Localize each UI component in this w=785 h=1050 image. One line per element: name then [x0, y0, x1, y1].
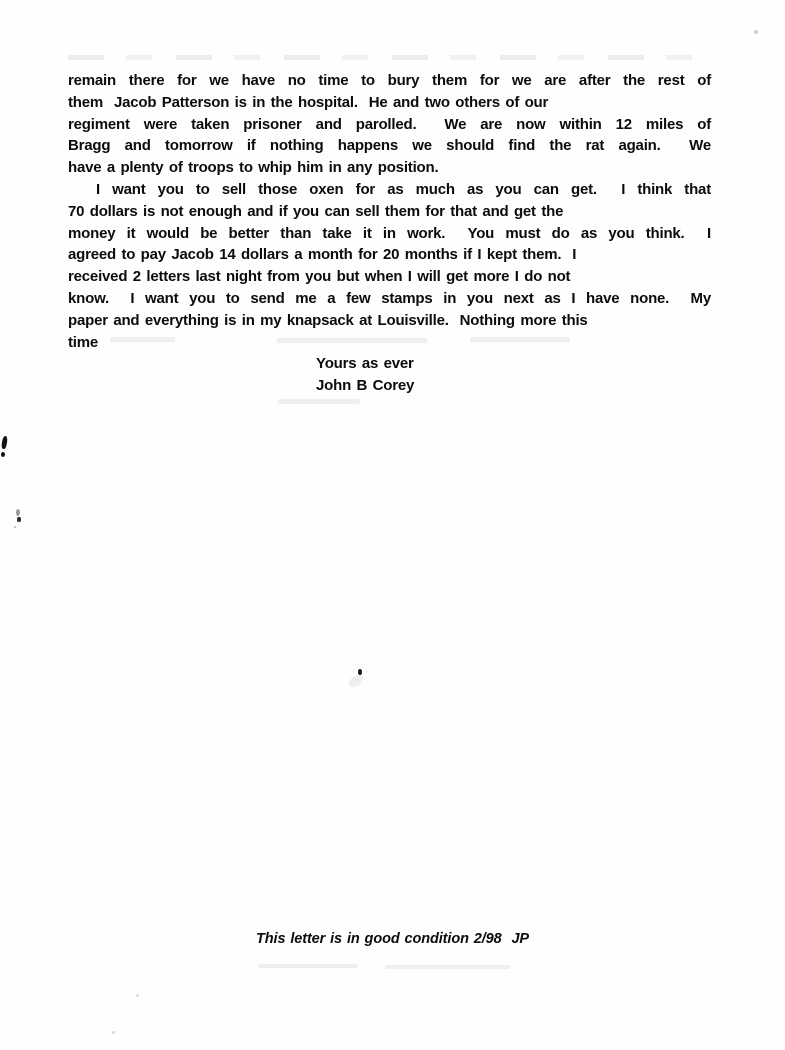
letter-line: money it would be better than take it in work. You must do as you think. I: [68, 224, 711, 242]
bottom-speck: [136, 994, 139, 997]
scan-smudge: [385, 965, 510, 969]
letter-line: received 2 letters last night from you but when I will get more I do not: [68, 268, 571, 286]
margin-speck: [14, 526, 16, 528]
archivist-note: This letter is in good condition 2/98 JP: [256, 931, 529, 947]
page-center-speck: [347, 672, 366, 689]
scan-ghost-line-artifact: [68, 55, 711, 60]
letter-line: paper and everything is in my knapsack at Louisville. Nothing more this: [68, 311, 588, 329]
corner-speck: [754, 30, 758, 34]
closing-line: Yours as ever: [316, 355, 414, 372]
scan-smudge: [258, 964, 358, 968]
letter-line: them Jacob Patterson is in the hospital. He and two others of our: [68, 93, 549, 111]
letter-line: regiment were taken prisoner and parolled. We are now within 12 miles of: [68, 115, 711, 133]
scan-smudge: [470, 337, 570, 342]
margin-speck: [16, 509, 20, 516]
letter-line: have a plenty of troops to whip him in any position.: [68, 159, 439, 177]
letter-line: agreed to pay Jacob 14 dollars a month for 20 months if I kept them. I: [68, 246, 577, 264]
margin-ink-mark: [1, 452, 5, 457]
scan-smudge: [277, 338, 427, 343]
letter-line: time: [68, 333, 99, 351]
signature-name: John B Corey: [316, 376, 415, 394]
letter-line: 70 dollars is not enough and if you can sell them for that and get the: [68, 202, 564, 220]
letter-body: [68, 70, 711, 353]
bottom-speck: [112, 1031, 115, 1034]
letter-closing: [316, 353, 414, 397]
letter-line: remain there for we have no time to bury them for we are after the rest of: [68, 72, 711, 89]
margin-speck: [17, 517, 21, 522]
margin-ink-mark: [1, 436, 8, 450]
letter-line: know. I want you to send me a few stamps in you next as I have none. My: [68, 289, 711, 307]
scan-smudge: [278, 399, 360, 404]
scan-smudge: [110, 337, 175, 342]
letter-line: I want you to sell those oxen for as much as you can get. I think that: [96, 180, 711, 198]
letter-line: Bragg and tomorrow if nothing happens we should find the rat again. We: [68, 137, 711, 155]
